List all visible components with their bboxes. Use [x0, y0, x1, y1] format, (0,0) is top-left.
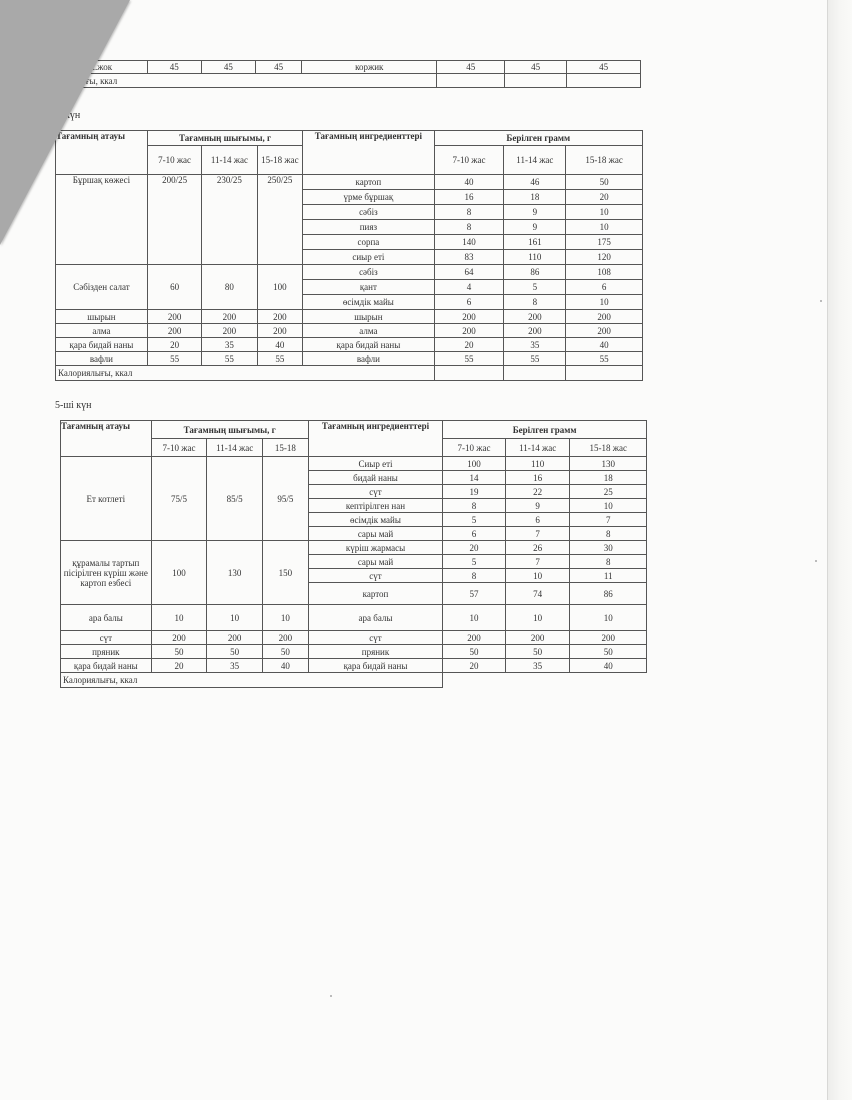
table-row [61, 659, 647, 673]
grams: 7 [570, 513, 647, 527]
grams: 8 [504, 295, 566, 310]
age-header: 7-10 жас [147, 146, 201, 175]
grams: 55 [434, 352, 504, 366]
ingredient-name: пияз [303, 220, 434, 235]
scan-speck [330, 995, 332, 997]
grams: 10 [566, 205, 643, 220]
cell: ...жок [56, 61, 148, 74]
cell [437, 74, 505, 88]
menu-table-1 [55, 130, 643, 381]
cell [505, 74, 567, 88]
age-header: 15-18 жас [570, 439, 647, 457]
scan-speck [815, 560, 817, 562]
age-header: 11-14 жас [505, 439, 570, 457]
grams: 11 [570, 569, 647, 583]
grams: 18 [570, 471, 647, 485]
ingredient-name: сүт [308, 631, 442, 645]
cell: коржик [302, 61, 437, 74]
grams: 9 [505, 499, 570, 513]
grams: 10 [570, 499, 647, 513]
caloric-label: Калориялығы, ккал [56, 366, 435, 381]
col-header-given: Берілген грамм [434, 131, 642, 146]
grams: 64 [434, 265, 504, 280]
ingredient-name: қара бидай наны [308, 659, 442, 673]
grams: 9 [504, 205, 566, 220]
grams: 200 [570, 631, 647, 645]
grams: 20 [443, 659, 506, 673]
col-header-ingredients: Тағамның ингредиенттері [303, 131, 434, 175]
dish-yield: 50 [151, 645, 207, 659]
grams: 19 [443, 485, 506, 499]
ingredient-name: өсімдік майы [303, 295, 434, 310]
dish-name: шырын [56, 310, 148, 324]
dish-yield: 230/25 [202, 175, 257, 265]
dish-name: алма [56, 324, 148, 338]
table-row [56, 131, 643, 146]
grams: 50 [566, 175, 643, 190]
grams: 10 [505, 605, 570, 631]
dish-yield: 10 [151, 605, 207, 631]
grams: 16 [434, 190, 504, 205]
grams: 161 [504, 235, 566, 250]
ingredient-name: сүт [308, 569, 442, 583]
dish-yield: 35 [202, 338, 257, 352]
dish-yield: 40 [257, 338, 303, 352]
grams: 200 [566, 324, 643, 338]
grams: 35 [504, 338, 566, 352]
dish-yield: 55 [202, 352, 257, 366]
ingredient-name: үрме бұршақ [303, 190, 434, 205]
dish-name: ара балы [61, 605, 152, 631]
grams: 200 [505, 631, 570, 645]
ingredient-name: картоп [308, 583, 442, 605]
dish-yield: 200/25 [147, 175, 201, 265]
table-row [56, 352, 643, 366]
ingredient-name: сары май [308, 555, 442, 569]
ingredient-name: күріш жармасы [308, 541, 442, 555]
ingredient-name: пряник [308, 645, 442, 659]
age-header: 11-14 жас [202, 146, 257, 175]
grams: 4 [434, 280, 504, 295]
grams: 5 [504, 280, 566, 295]
age-header: 11-14 жас [504, 146, 566, 175]
dish-yield: 95/5 [263, 457, 309, 541]
caloric-label: Калориялығы, ккал [61, 673, 443, 688]
grams: 20 [566, 190, 643, 205]
grams: 200 [504, 310, 566, 324]
grams: 18 [504, 190, 566, 205]
dish-yield: 50 [263, 645, 309, 659]
grams: 40 [434, 175, 504, 190]
menu-table-2 [60, 420, 647, 688]
grams: 10 [566, 220, 643, 235]
ingredient-name: шырын [303, 310, 434, 324]
table-row [56, 366, 643, 381]
dish-yield: 100 [151, 541, 207, 605]
dish-yield: 85/5 [207, 457, 263, 541]
dish-yield: 55 [257, 352, 303, 366]
grams: 200 [504, 324, 566, 338]
dish-name: Бұршақ көжесі [56, 175, 148, 265]
dish-yield: 200 [257, 324, 303, 338]
col-header-name: Тағамның атауы [56, 131, 148, 175]
dish-yield: 150 [263, 541, 309, 605]
cell [566, 366, 643, 381]
grams: 200 [443, 631, 506, 645]
grams: 20 [434, 338, 504, 352]
dish-yield: 40 [263, 659, 309, 673]
grams: 200 [434, 310, 504, 324]
ingredient-name: бидай наны [308, 471, 442, 485]
dish-yield: 20 [151, 659, 207, 673]
grams: 6 [505, 513, 570, 527]
ingredient-name: сәбіз [303, 205, 434, 220]
cell: 45 [201, 61, 255, 74]
grams: 83 [434, 250, 504, 265]
age-header: 15-18 жас [257, 146, 303, 175]
grams: 55 [566, 352, 643, 366]
age-header: 7-10 жас [443, 439, 506, 457]
grams: 100 [443, 457, 506, 471]
grams: 8 [443, 499, 506, 513]
table-row [61, 673, 647, 688]
ingredient-name: Сиыр еті [308, 457, 442, 471]
table-row [61, 605, 647, 631]
day-label: 5-ші күн [55, 400, 92, 411]
cell [505, 673, 570, 688]
dish-yield: 200 [257, 310, 303, 324]
grams: 57 [443, 583, 506, 605]
ingredient-name: сәбіз [303, 265, 434, 280]
grams: 140 [434, 235, 504, 250]
table-row [61, 541, 647, 555]
ingredient-name: вафли [303, 352, 434, 366]
grams: 9 [504, 220, 566, 235]
ingredient-name: сиыр еті [303, 250, 434, 265]
grams: 5 [443, 555, 506, 569]
grams: 120 [566, 250, 643, 265]
dish-yield: 200 [202, 324, 257, 338]
grams: 10 [570, 605, 647, 631]
table-row [56, 61, 641, 74]
table-row [56, 265, 643, 280]
cell: 45 [505, 61, 567, 74]
dish-name: қара бидай наны [56, 338, 148, 352]
cell [567, 74, 641, 88]
table-row [56, 310, 643, 324]
table-row [61, 631, 647, 645]
dish-yield: 100 [257, 265, 303, 310]
grams: 110 [505, 457, 570, 471]
ingredient-name: қара бидай наны [303, 338, 434, 352]
grams: 110 [504, 250, 566, 265]
dish-yield: 20 [147, 338, 201, 352]
dish-yield: 60 [147, 265, 201, 310]
grams: 40 [570, 659, 647, 673]
grams: 8 [434, 205, 504, 220]
ingredient-name: кептірілген нан [308, 499, 442, 513]
folded-page-corner [0, 0, 130, 245]
grams: 6 [566, 280, 643, 295]
age-header: 15-18 [263, 439, 309, 457]
dish-yield: 250/25 [257, 175, 303, 265]
age-header: 7-10 жас [151, 439, 207, 457]
grams: 8 [570, 555, 647, 569]
grams: 10 [505, 569, 570, 583]
grams: 46 [504, 175, 566, 190]
dish-name: Ет котлеті [61, 457, 152, 541]
grams: 10 [443, 605, 506, 631]
cell: 45 [147, 61, 201, 74]
grams: 6 [443, 527, 506, 541]
dish-yield: 200 [151, 631, 207, 645]
grams: 7 [505, 555, 570, 569]
grams: 200 [566, 310, 643, 324]
age-header: 11-14 жас [207, 439, 263, 457]
grams: 50 [505, 645, 570, 659]
grams: 108 [566, 265, 643, 280]
grams: 30 [570, 541, 647, 555]
table-row [56, 74, 641, 88]
grams: 8 [443, 569, 506, 583]
dish-yield: 35 [207, 659, 263, 673]
grams: 6 [434, 295, 504, 310]
table-row [56, 338, 643, 352]
dish-yield: 80 [202, 265, 257, 310]
cell [443, 673, 506, 688]
dish-yield: 55 [147, 352, 201, 366]
cell: 45 [567, 61, 641, 74]
table-row [61, 421, 647, 439]
dish-name: қара бидай наны [61, 659, 152, 673]
grams: 16 [505, 471, 570, 485]
ingredient-name: ара балы [308, 605, 442, 631]
grams: 50 [443, 645, 506, 659]
cell [434, 366, 504, 381]
grams: 8 [434, 220, 504, 235]
dish-yield: 200 [147, 324, 201, 338]
grams: 130 [570, 457, 647, 471]
grams: 14 [443, 471, 506, 485]
ingredient-name: сорпа [303, 235, 434, 250]
grams: 175 [566, 235, 643, 250]
cell [570, 673, 647, 688]
col-header-given: Берілген грамм [443, 421, 647, 439]
cell: 45 [437, 61, 505, 74]
dish-yield: 130 [207, 541, 263, 605]
cell [504, 366, 566, 381]
grams: 35 [505, 659, 570, 673]
col-header-ingredients: Тағамның ингредиенттері [308, 421, 442, 457]
grams: 40 [566, 338, 643, 352]
ingredient-name: сары май [308, 527, 442, 541]
grams: 86 [504, 265, 566, 280]
table-row [61, 457, 647, 471]
dish-name: сүт [61, 631, 152, 645]
dish-yield: 10 [263, 605, 309, 631]
grams: 26 [505, 541, 570, 555]
caloric-label: ...лылығы, ккал [56, 74, 437, 88]
grams: 22 [505, 485, 570, 499]
scan-speck [820, 300, 822, 302]
grams: 74 [505, 583, 570, 605]
age-header: 15-18 жас [566, 146, 643, 175]
dish-name: құрамалы тартып пісірілген күріш және картоп езбесі [61, 541, 152, 605]
dish-yield: 200 [263, 631, 309, 645]
top-strip-table [55, 60, 641, 88]
grams: 86 [570, 583, 647, 605]
page-edge [827, 0, 852, 1100]
table-row [61, 645, 647, 659]
grams: 20 [443, 541, 506, 555]
grams: 10 [566, 295, 643, 310]
col-header-yield: Тағамның шығымы, г [151, 421, 308, 439]
grams: 7 [505, 527, 570, 541]
col-header-name: Тағамның атауы [61, 421, 152, 457]
dish-yield: 75/5 [151, 457, 207, 541]
grams: 8 [570, 527, 647, 541]
dish-yield: 200 [207, 631, 263, 645]
dish-yield: 200 [202, 310, 257, 324]
age-header: 7-10 жас [434, 146, 504, 175]
dish-name: пряник [61, 645, 152, 659]
cell: 45 [255, 61, 301, 74]
day-label: ... күн [55, 110, 81, 121]
ingredient-name: өсімдік майы [308, 513, 442, 527]
grams: 200 [434, 324, 504, 338]
ingredient-name: картоп [303, 175, 434, 190]
ingredient-name: алма [303, 324, 434, 338]
dish-name: Сәбізден салат [56, 265, 148, 310]
table-row [56, 175, 643, 190]
grams: 25 [570, 485, 647, 499]
grams: 50 [570, 645, 647, 659]
table-row [56, 324, 643, 338]
dish-name: вафли [56, 352, 148, 366]
dish-yield: 50 [207, 645, 263, 659]
grams: 55 [504, 352, 566, 366]
dish-yield: 10 [207, 605, 263, 631]
ingredient-name: сүт [308, 485, 442, 499]
col-header-yield: Тағамның шығымы, г [147, 131, 302, 146]
dish-yield: 200 [147, 310, 201, 324]
grams: 5 [443, 513, 506, 527]
ingredient-name: қант [303, 280, 434, 295]
